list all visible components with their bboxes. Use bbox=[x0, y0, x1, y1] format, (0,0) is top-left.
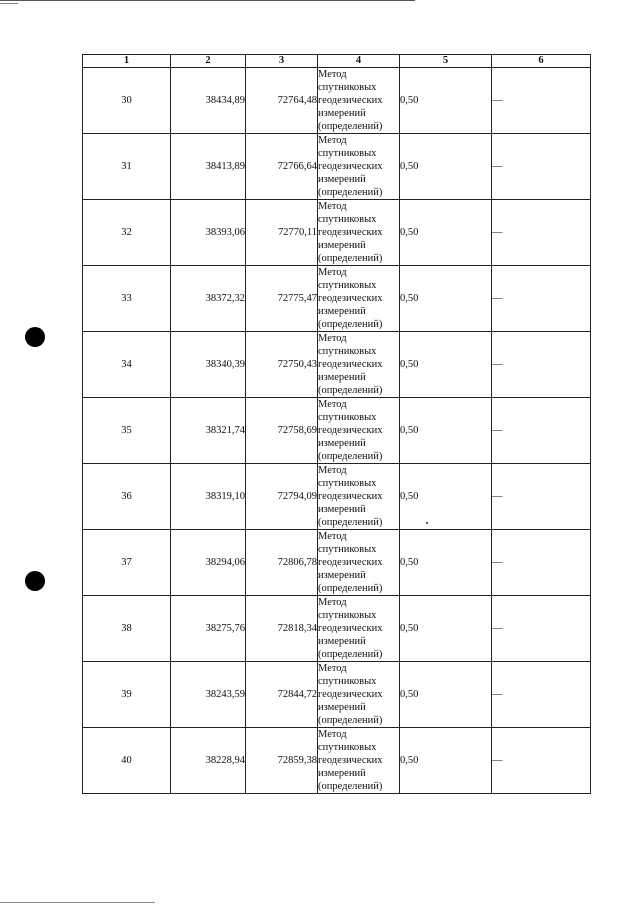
method-text-line: Метод bbox=[318, 69, 347, 80]
method-text-line: Метод bbox=[318, 729, 347, 740]
method-text-line: геодезических bbox=[318, 425, 383, 436]
y-coordinate-cell: 72794,09 bbox=[246, 464, 318, 530]
method-cell bbox=[318, 266, 400, 332]
method-text-line: (определений) bbox=[318, 187, 383, 198]
method-text-line: измерений bbox=[318, 306, 366, 317]
column-header: 5 bbox=[400, 55, 492, 68]
method-text-line: спутниковых bbox=[318, 610, 377, 621]
accuracy-cell: 0,50 bbox=[400, 200, 492, 266]
method-text-line: (определений) bbox=[318, 385, 383, 396]
y-coordinate-cell: 72766,64 bbox=[246, 134, 318, 200]
method-cell bbox=[318, 464, 400, 530]
binder-hole-lower bbox=[25, 571, 45, 591]
note-cell: — bbox=[492, 134, 591, 200]
method-text-line: измерений bbox=[318, 702, 366, 713]
accuracy-cell: 0,50 bbox=[400, 530, 492, 596]
x-coordinate-cell: 38321,74 bbox=[171, 398, 246, 464]
method-text-line: геодезических bbox=[318, 689, 383, 700]
method-text-line: геодезических bbox=[318, 359, 383, 370]
x-coordinate-cell: 38275,76 bbox=[171, 596, 246, 662]
bottom-scan-rule bbox=[0, 902, 155, 903]
table-row bbox=[83, 134, 591, 200]
note-cell: — bbox=[492, 200, 591, 266]
accuracy-cell: 0,50 bbox=[400, 728, 492, 794]
method-text-line: измерений bbox=[318, 438, 366, 449]
accuracy-cell: 0,50 bbox=[400, 134, 492, 200]
method-text-line: измерений bbox=[318, 108, 366, 119]
method-text-line: Метод bbox=[318, 333, 347, 344]
method-text-line: (определений) bbox=[318, 781, 383, 792]
method-text-line: спутниковых bbox=[318, 148, 377, 159]
top-scan-rule bbox=[0, 0, 415, 1]
y-coordinate-cell: 72770,11 bbox=[246, 200, 318, 266]
point-number-cell: 30 bbox=[83, 68, 171, 134]
table-row bbox=[83, 68, 591, 134]
method-text-line: (определений) bbox=[318, 253, 383, 264]
method-cell bbox=[318, 728, 400, 794]
y-coordinate-cell: 72775,47 bbox=[246, 266, 318, 332]
table-row bbox=[83, 332, 591, 398]
accuracy-cell: 0,50 bbox=[400, 596, 492, 662]
method-text-line: Метод bbox=[318, 597, 347, 608]
method-text-line: Метод bbox=[318, 663, 347, 674]
point-number-cell: 34 bbox=[83, 332, 171, 398]
x-coordinate-cell: 38319,10 bbox=[171, 464, 246, 530]
method-text-line: измерений bbox=[318, 768, 366, 779]
method-text-line: измерений bbox=[318, 504, 366, 515]
method-cell bbox=[318, 332, 400, 398]
method-text-line: геодезических bbox=[318, 755, 383, 766]
table-row bbox=[83, 266, 591, 332]
method-text-line: геодезических bbox=[318, 623, 383, 634]
method-text-line: спутниковых bbox=[318, 82, 377, 93]
point-number-cell: 39 bbox=[83, 662, 171, 728]
method-cell bbox=[318, 398, 400, 464]
table-row bbox=[83, 662, 591, 728]
x-coordinate-cell: 38243,59 bbox=[171, 662, 246, 728]
accuracy-cell: 0,50 bbox=[400, 266, 492, 332]
method-text-line: измерений bbox=[318, 372, 366, 383]
x-coordinate-cell: 38294,06 bbox=[171, 530, 246, 596]
point-number-cell: 32 bbox=[83, 200, 171, 266]
x-coordinate-cell: 38393,06 bbox=[171, 200, 246, 266]
method-text-line: геодезических bbox=[318, 557, 383, 568]
coordinates-table bbox=[82, 54, 591, 794]
method-text-line: измерений bbox=[318, 240, 366, 251]
method-text-line: спутниковых bbox=[318, 214, 377, 225]
table-row bbox=[83, 464, 591, 530]
column-header: 2 bbox=[171, 55, 246, 68]
note-cell: — bbox=[492, 68, 591, 134]
y-coordinate-cell: 72750,43 bbox=[246, 332, 318, 398]
table-row bbox=[83, 398, 591, 464]
table-header-row bbox=[83, 55, 591, 68]
table-row bbox=[83, 596, 591, 662]
method-cell bbox=[318, 68, 400, 134]
column-header: 1 bbox=[83, 55, 171, 68]
point-number-cell: 38 bbox=[83, 596, 171, 662]
note-cell: — bbox=[492, 662, 591, 728]
point-number-cell: 31 bbox=[83, 134, 171, 200]
method-text-line: Метод bbox=[318, 135, 347, 146]
top-scan-mark bbox=[0, 3, 18, 4]
method-text-line: (определений) bbox=[318, 583, 383, 594]
y-coordinate-cell: 72818,34 bbox=[246, 596, 318, 662]
x-coordinate-cell: 38340,39 bbox=[171, 332, 246, 398]
method-cell bbox=[318, 662, 400, 728]
method-cell bbox=[318, 134, 400, 200]
accuracy-cell: 0,50 bbox=[400, 332, 492, 398]
note-cell: — bbox=[492, 464, 591, 530]
column-header: 4 bbox=[318, 55, 400, 68]
y-coordinate-cell: 72758,69 bbox=[246, 398, 318, 464]
x-coordinate-cell: 38372,32 bbox=[171, 266, 246, 332]
y-coordinate-cell: 72764,48 bbox=[246, 68, 318, 134]
accuracy-cell: 0,50 bbox=[400, 464, 492, 530]
method-cell bbox=[318, 530, 400, 596]
point-number-cell: 33 bbox=[83, 266, 171, 332]
point-number-cell: 36 bbox=[83, 464, 171, 530]
y-coordinate-cell: 72844,72 bbox=[246, 662, 318, 728]
method-text-line: спутниковых bbox=[318, 412, 377, 423]
point-number-cell: 40 bbox=[83, 728, 171, 794]
accuracy-cell: 0,50 bbox=[400, 662, 492, 728]
column-header: 3 bbox=[246, 55, 318, 68]
method-cell bbox=[318, 200, 400, 266]
y-coordinate-cell: 72859,38 bbox=[246, 728, 318, 794]
method-text-line: (определений) bbox=[318, 319, 383, 330]
method-text-line: геодезических bbox=[318, 491, 383, 502]
method-text-line: геодезических bbox=[318, 293, 383, 304]
x-coordinate-cell: 38228,94 bbox=[171, 728, 246, 794]
method-text-line: (определений) bbox=[318, 121, 383, 132]
point-number-cell: 35 bbox=[83, 398, 171, 464]
method-cell bbox=[318, 596, 400, 662]
column-header: 6 bbox=[492, 55, 591, 68]
method-text-line: Метод bbox=[318, 399, 347, 410]
method-text-line: геодезических bbox=[318, 95, 383, 106]
note-cell: — bbox=[492, 596, 591, 662]
method-text-line: Метод bbox=[318, 201, 347, 212]
method-text-line: (определений) bbox=[318, 517, 383, 528]
method-text-line: измерений bbox=[318, 174, 366, 185]
note-cell: — bbox=[492, 332, 591, 398]
method-text-line: спутниковых bbox=[318, 676, 377, 687]
method-text-line: спутниковых bbox=[318, 544, 377, 555]
method-text-line: (определений) bbox=[318, 649, 383, 660]
method-text-line: геодезических bbox=[318, 227, 383, 238]
table-body bbox=[83, 68, 591, 794]
method-text-line: Метод bbox=[318, 267, 347, 278]
method-text-line: измерений bbox=[318, 636, 366, 647]
note-cell: — bbox=[492, 398, 591, 464]
note-cell: — bbox=[492, 266, 591, 332]
method-text-line: спутниковых bbox=[318, 346, 377, 357]
accuracy-cell: 0,50 bbox=[400, 398, 492, 464]
method-text-line: спутниковых bbox=[318, 280, 377, 291]
method-text-line: геодезических bbox=[318, 161, 383, 172]
note-cell: — bbox=[492, 728, 591, 794]
method-text-line: Метод bbox=[318, 465, 347, 476]
binder-hole-upper bbox=[25, 327, 45, 347]
table-row bbox=[83, 200, 591, 266]
x-coordinate-cell: 38413,89 bbox=[171, 134, 246, 200]
method-text-line: спутниковых bbox=[318, 478, 377, 489]
accuracy-cell: 0,50 bbox=[400, 68, 492, 134]
method-text-line: спутниковых bbox=[318, 742, 377, 753]
method-text-line: (определений) bbox=[318, 715, 383, 726]
table-row bbox=[83, 530, 591, 596]
point-number-cell: 37 bbox=[83, 530, 171, 596]
note-cell: — bbox=[492, 530, 591, 596]
method-text-line: измерений bbox=[318, 570, 366, 581]
method-text-line: (определений) bbox=[318, 451, 383, 462]
x-coordinate-cell: 38434,89 bbox=[171, 68, 246, 134]
table-row bbox=[83, 728, 591, 794]
method-text-line: Метод bbox=[318, 531, 347, 542]
y-coordinate-cell: 72806,78 bbox=[246, 530, 318, 596]
